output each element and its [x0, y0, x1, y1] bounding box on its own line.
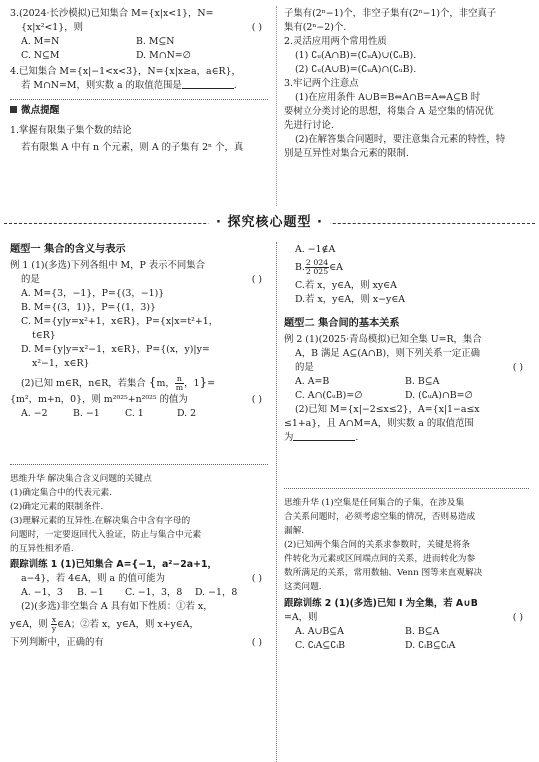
tip1b: 若有限集 A 中有 n 个元素，则 A 的子集有 2ⁿ 个，真: [21, 142, 244, 153]
gz1-part2-line3: [10, 636, 268, 650]
ex1-line1: [10, 259, 268, 273]
think1: (1)确定集合中的代表元素.: [10, 488, 112, 498]
gz1-line2: [10, 572, 268, 586]
gz1-line1-text: 跟踪训练 1 (1)已知集合 A={−1，a²−2a+1，: [10, 559, 217, 570]
gz1-option-c[interactable]: C. −1，3，8: [125, 587, 183, 598]
think-box-right: [284, 497, 529, 595]
think3b: 问题时，一定要返回代入验证，防止与集合中元素: [10, 530, 202, 540]
ex1-2-option-b[interactable]: B. −1: [73, 408, 100, 419]
ex2-option-d[interactable]: D. (∁ᵤA)∩B=∅: [405, 390, 473, 401]
gz2-options-row2: [284, 639, 529, 653]
gz2-line1-text: 跟踪训练 2 (1)(多选)已知 I 为全集，若 A∪B: [284, 598, 478, 609]
ex2-answer-blank[interactable]: [293, 431, 355, 441]
option-b-rest: ∈A: [329, 262, 343, 273]
ex2-line3: [284, 361, 529, 375]
rt-l11: 别是互异性对集合元素的限制.: [284, 148, 409, 159]
gz2-paren: ( ): [512, 612, 523, 623]
ex2-option-a[interactable]: A. A=B: [295, 376, 330, 387]
ex2-options-row1: [284, 375, 529, 389]
ex1-line2: [10, 273, 268, 287]
q3-paren: ( ): [251, 22, 262, 33]
ex1-line1-text: 例 1 (1)(多选)下列各组中 M，P 表示不同集合: [10, 260, 206, 271]
rt-l1: 子集有(2ⁿ−1)个，非空子集有(2ⁿ−1)个，非空真子: [284, 8, 497, 19]
think2d-r: 这类问题.: [284, 582, 322, 592]
gz1-option-d2[interactable]: D.若 x，y∈A，则 x−y∈A: [295, 294, 406, 305]
left-top-block: [10, 7, 268, 155]
set-expression: {: [148, 375, 157, 389]
q4-line2-text: 若 M∩N=M，则实数 a 的取值范围是: [21, 80, 182, 91]
think3c: 的互异性相矛盾.: [10, 544, 74, 554]
rt-l2: 集有(2ⁿ−2)个.: [284, 22, 347, 33]
ex1-option-d2: x²−1，x∈R}: [32, 358, 90, 369]
right-top-block: [284, 7, 529, 161]
ex1-option-c2: t∈R}: [32, 330, 56, 341]
gz1-option-a2[interactable]: A. −1∉A: [295, 244, 336, 255]
q3-option-c[interactable]: C. N⊆M: [21, 50, 60, 61]
think-box-left: [10, 473, 268, 557]
q3-line2-text: {x|x²<1}，则: [21, 22, 83, 33]
ex1-paren: ( ): [251, 274, 262, 285]
ex1-part2-line2-text: {m²，m+n，0}，则 m²⁰²⁵+n²⁰²⁵ 的值为: [10, 394, 188, 405]
rt-l4: (1) ∁ᵤ(A∩B)=(∁ᵤA)∪(∁ᵤB).: [295, 50, 417, 61]
q3-option-d[interactable]: D. M∩N=∅: [136, 50, 191, 61]
gz2-line2-text: =A，则: [284, 612, 318, 623]
think2: (2)确定元素的限制条件.: [10, 502, 104, 512]
set-m: m，: [156, 378, 175, 389]
q3-line2: [10, 21, 268, 35]
gz2-options-row1: [284, 625, 529, 639]
fraction-2024-over-2025: [305, 259, 329, 276]
divider: [10, 99, 268, 100]
q3-option-b[interactable]: B. M⊆N: [136, 36, 175, 47]
ex2-option-b[interactable]: B. B⊆A: [405, 376, 440, 387]
ex2-part2-line2: ≤1+a}，且 A∩M=A，则实数 a 的取值范围: [284, 418, 474, 429]
rt-l3: 2.灵活应用两个常用性质: [284, 36, 387, 47]
fraction-x-over-y: $\frac{x}{y}$: [51, 615, 57, 633]
ex2-paren: ( ): [512, 362, 523, 373]
gz2-option-b[interactable]: B. B⊆A: [405, 626, 440, 637]
ex2-line1: 例 2 (1)(2025·青岛模拟)已知全集 U=R，集合: [284, 334, 482, 345]
gz1-option-c2[interactable]: C.若 x，y∈A，则 xy∈A: [295, 280, 397, 291]
rt-l9: 先进行讨论.: [284, 120, 334, 131]
gz1-options: [10, 586, 268, 600]
ex1-2-option-d[interactable]: D. 2: [177, 408, 197, 419]
ex1-line2-text: 的是: [21, 274, 40, 285]
think1b-r: 合关系问题时，必须考虑空集的情况，否则易造成: [284, 512, 476, 522]
rt-l5: (2) ∁ᵤ(A∪B)=(∁ᵤA)∩(∁ᵤB).: [295, 64, 417, 75]
q3-options-row1: [10, 35, 268, 49]
set-close: }: [199, 375, 208, 389]
divider: [284, 488, 529, 489]
tip1: 1.掌握有限集子集个数的结论: [10, 125, 132, 136]
ex1-option-b[interactable]: B. M={(3，1)}，P={(1，3)}: [21, 302, 156, 313]
option-b-label: B.: [295, 262, 305, 273]
think-title: 思维升华 解决集合含义问题的关键点: [10, 474, 152, 484]
gz1-part2-line3-text: 下列判断中，正确的有: [10, 637, 104, 648]
topic1-heading: 题型一 集合的含义与表示: [10, 244, 126, 255]
ex1-part2-text: (2)已知 m∈R，n∈R，若集合: [21, 378, 146, 389]
ex2-line3-text: 的是: [295, 362, 314, 373]
work-space: [284, 445, 529, 485]
work-space: [10, 421, 268, 461]
think2c-r: 数所满足的关系，常用数轴、Venn 图等来直观解决: [284, 568, 483, 578]
fraction-denominator: 2 025: [305, 267, 329, 276]
gz1-part2-paren: ( ): [251, 637, 262, 648]
rt-l7: (1)在应用条件 A∪B=B⇔A∩B=A⇔A⊆B 时: [295, 92, 481, 103]
right-main: [284, 243, 529, 653]
ex2-part2-line3-text: 为: [284, 432, 294, 443]
gz1-part2-line1: (2)(多选)非空集合 A 具有如下性质：①若 x，: [21, 601, 213, 612]
ex1-part2-paren: ( ): [251, 394, 262, 405]
section-banner: [0, 213, 539, 235]
tip-title-text: 微点提醒: [21, 105, 60, 116]
gz1-part2-line2-text: y∈A，则: [10, 619, 48, 630]
think1c-r: 漏解.: [284, 526, 305, 536]
tip-title: [10, 104, 268, 118]
left-main: [10, 243, 268, 650]
gz1-option-d[interactable]: D. −1，8: [195, 587, 238, 598]
q4-line1: 4.已知集合 M={x|−1<x<3}，N={x|x≥a，a∈R}，: [10, 66, 241, 77]
gz1-part2-line2: [10, 614, 268, 636]
square-bullet-icon: [10, 106, 17, 113]
gz1-option-b2[interactable]: [284, 257, 529, 279]
rt-l10: (2)在解答集合问题时，要注意集合元素的特性，特: [295, 134, 506, 145]
think2b-r: 件转化为元素或区间端点间的关系，进而转化为参: [284, 554, 476, 564]
ex1-2-option-c[interactable]: C. 1: [125, 408, 144, 419]
gz2-option-a[interactable]: A. A∪B⊆A: [295, 626, 344, 637]
gz2-option-d[interactable]: D. ∁ᵢB⊆∁ᵢA: [405, 640, 456, 651]
q3-line1: 3.(2024·长沙模拟)已知集合 M={x|x<1}，N=: [10, 8, 214, 19]
banner-title: · 探究核心题型 ·: [208, 214, 331, 233]
q3-options-row2: [10, 49, 268, 63]
ex2-part2-line3: 为 .: [284, 432, 359, 443]
ex1-part2-options: [10, 407, 268, 421]
ex2-options-row2: [284, 389, 529, 403]
fraction-numerator: 2 024: [305, 258, 329, 268]
gz1-option-a[interactable]: A. −1，3: [21, 587, 63, 598]
gz1-line2-text: a−4}，若 4∈A，则 a 的值可能为: [21, 573, 165, 584]
set-one: ，1: [184, 378, 200, 389]
think3a: (3)理解元素的互异性.在解决集合中含有字母的: [10, 516, 191, 526]
gz2-line2: [284, 611, 529, 625]
ex1-part2-line1: (2)已知 m∈R，n∈R，若集合 {m， $\frac{n}{m}$ ，1}=: [21, 374, 215, 392]
think-title-r: 思维升华 (1)空集是任何集合的子集，在涉及集: [284, 498, 465, 508]
q3-option-a[interactable]: A. M=N: [21, 36, 60, 47]
fraction-n-over-m: $\frac{n}{m}$: [175, 374, 184, 392]
q4-answer-blank[interactable]: [182, 79, 234, 89]
ex1-option-c1[interactable]: C. M={y|y=x²+1，x∈R}，P={x|x=t²+1，: [21, 316, 219, 327]
ex2-part2-line1: (2)已知 M={x|−2≤x≤2}，A={x|1−a≤x: [295, 404, 480, 415]
gz2-line1: [284, 597, 529, 611]
topic2-heading: 题型二 集合间的基本关系: [284, 318, 400, 329]
gz1-paren: ( ): [251, 573, 262, 584]
ex2-option-c[interactable]: C. A∩(∁ᵤB)=∅: [295, 390, 363, 401]
rt-l8: 要树立分类讨论的思想，将集合 A 是空集的情况优: [284, 106, 494, 117]
gz1-line1: [10, 558, 268, 572]
think2a-r: (2)已知两个集合间的关系求参数时，关键是将条: [284, 540, 471, 550]
ex1-part2-line2: [10, 393, 268, 407]
ex1-2-option-a[interactable]: A. −2: [21, 408, 48, 419]
column-divider: [276, 242, 277, 762]
gz1-option-b[interactable]: B. −1: [77, 587, 104, 598]
ex2-line2: A，B 满足 A⊆(A∩B)，则下列关系一定正确: [295, 348, 480, 359]
ex1-option-a[interactable]: A. M={3，−1}，P={(3，−1)}: [21, 288, 165, 299]
divider: [10, 464, 268, 465]
rt-l6: 3.牢记两个注意点: [284, 78, 359, 89]
q4-line2: 若 M∩N=M，则实数 a 的取值范围是 .: [21, 80, 237, 91]
ex1-option-d1[interactable]: D. M={y|y=x²−1，x∈R}，P={(x，y)|y=: [21, 344, 210, 355]
column-divider-top: [276, 6, 277, 206]
gz1-part2-line2-rest: ∈A；②若 x，y∈A，则 x+y∈A，: [57, 619, 199, 630]
gz2-option-c[interactable]: C. ∁ᵢA⊆∁ᵢB: [295, 640, 346, 651]
